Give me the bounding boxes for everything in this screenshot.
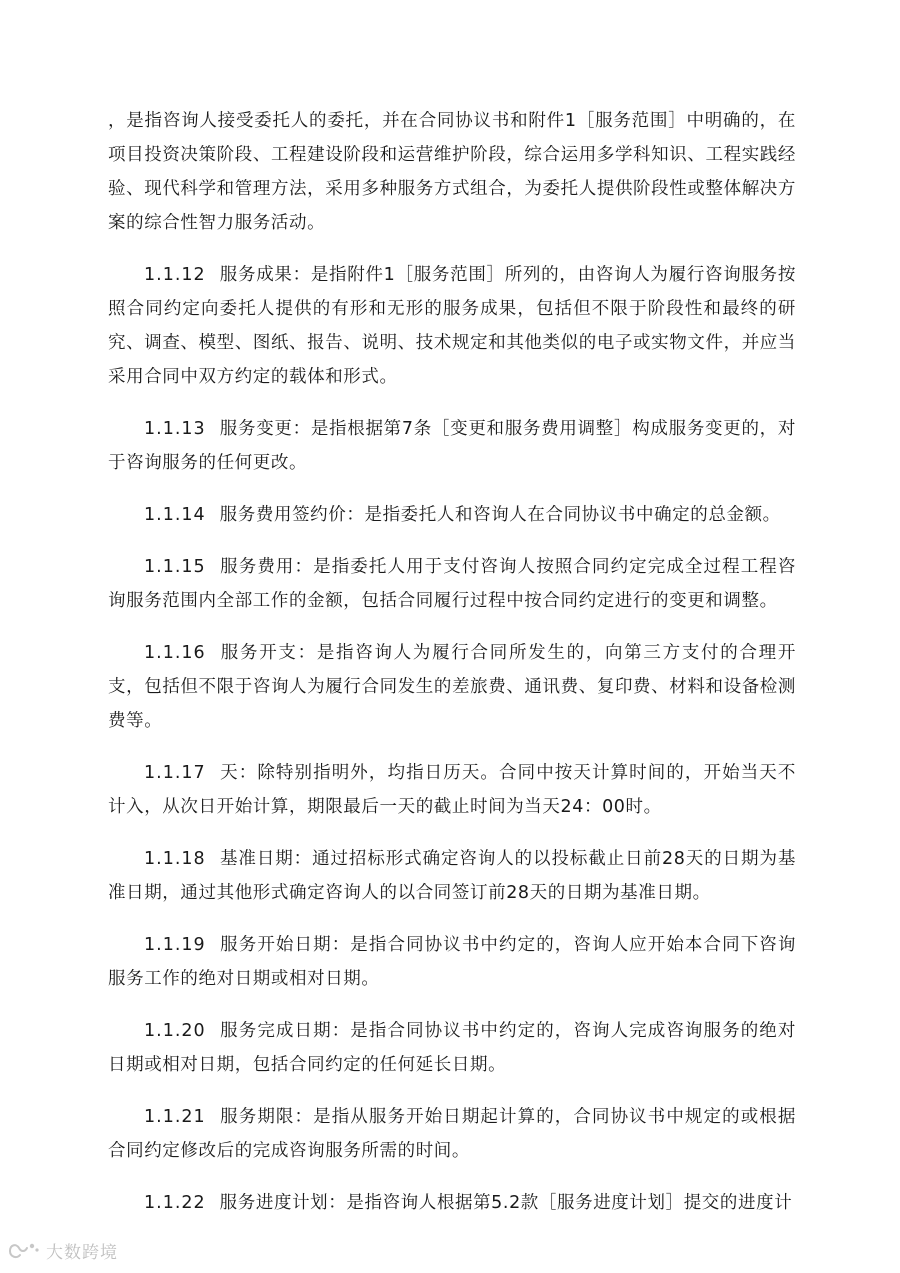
paragraph-text: ，是指咨询人接受委托人的委托，并在合同协议书和附件1［服务范围］中明确的，在项目投资决策阶段、工程建设阶段和运营维护阶段，综合运用多学科知识、工程实践经验、现代科学和管理方法，采用多种服务方式组合，为委托人提供阶段性或整体解决方案的综合性智力服务活动。 (108, 111, 796, 233)
clause-1-1-18 (108, 842, 796, 910)
clause-number: 1.1.15 (144, 557, 206, 577)
clause-1-1-15 (108, 550, 796, 618)
watermark-text: 大数跨境 (46, 1243, 118, 1263)
clause-1-1-12 (108, 258, 796, 394)
clause-number: 1.1.16 (144, 643, 206, 663)
clause-text: 天：除特别指明外，均指日历天。合同中按天计算时间的，开始当天不计入，从次日开始计算，期限最后一天的截止时间为当天24：00时。 (108, 763, 796, 817)
clause-text: 服务期限：是指从服务开始日期起计算的，合同协议书中规定的或根据合同约定修改后的完成咨询服务所需的时间。 (108, 1107, 796, 1161)
clause-1-1-19 (108, 928, 796, 996)
clause-number: 1.1.19 (144, 935, 206, 955)
clause-text: 服务成果：是指附件1［服务范围］所列的，由咨询人为履行咨询服务按照合同约定向委托人提供的有形和无形的服务成果，包括但不限于阶段性和最终的研究、调查、模型、图纸、报告、说明、技术规定和其他类似的电子或实物文件，并应当采用合同中双方约定的载体和形式。 (108, 265, 796, 387)
paragraph-intro (108, 104, 796, 240)
clause-text: 服务变更：是指根据第7条［变更和服务费用调整］构成服务变更的，对于咨询服务的任何更改。 (108, 419, 796, 473)
clause-1-1-20 (108, 1014, 796, 1082)
clause-number: 1.1.13 (144, 419, 206, 439)
brand-logo-icon (6, 1240, 40, 1262)
clause-text: 基准日期：通过招标形式确定咨询人的以投标截止日前28天的日期为基准日期，通过其他形式确定咨询人的以合同签订前28天的日期为基准日期。 (108, 849, 796, 903)
clause-text: 服务开支：是指咨询人为履行合同所发生的，向第三方支付的合理开支，包括但不限于咨询人为履行合同发生的差旅费、通讯费、复印费、材料和设备检测费等。 (108, 643, 796, 731)
clause-number: 1.1.14 (144, 505, 206, 525)
clause-1-1-22 (108, 1186, 796, 1220)
clause-text: 服务完成日期：是指合同协议书中约定的，咨询人完成咨询服务的绝对日期或相对日期，包括合同约定的任何延长日期。 (108, 1021, 796, 1075)
clause-number: 1.1.20 (144, 1021, 206, 1041)
clause-number: 1.1.21 (144, 1107, 206, 1127)
clause-text: 服务开始日期：是指合同协议书中约定的，咨询人应开始本合同下咨询服务工作的绝对日期或相对日期。 (108, 935, 796, 989)
clause-text: 服务进度计划：是指咨询人根据第5.2款［服务进度计划］提交的进度计 (219, 1193, 793, 1213)
clause-1-1-16 (108, 636, 796, 738)
watermark (6, 1238, 118, 1263)
clause-text: 服务费用签约价：是指委托人和咨询人在合同协议书中确定的总金额。 (219, 505, 781, 525)
clause-1-1-13 (108, 412, 796, 480)
document-page (108, 104, 796, 1238)
clause-number: 1.1.18 (144, 849, 206, 869)
clause-text: 服务费用：是指委托人用于支付咨询人按照合同约定完成全过程工程咨询服务范围内全部工作的金额，包括合同履行过程中按合同约定进行的变更和调整。 (108, 557, 796, 611)
clause-1-1-14 (108, 498, 796, 532)
clause-1-1-17 (108, 756, 796, 824)
clause-number: 1.1.12 (144, 265, 206, 285)
clause-number: 1.1.22 (144, 1193, 206, 1213)
clause-number: 1.1.17 (144, 763, 206, 783)
clause-1-1-21 (108, 1100, 796, 1168)
